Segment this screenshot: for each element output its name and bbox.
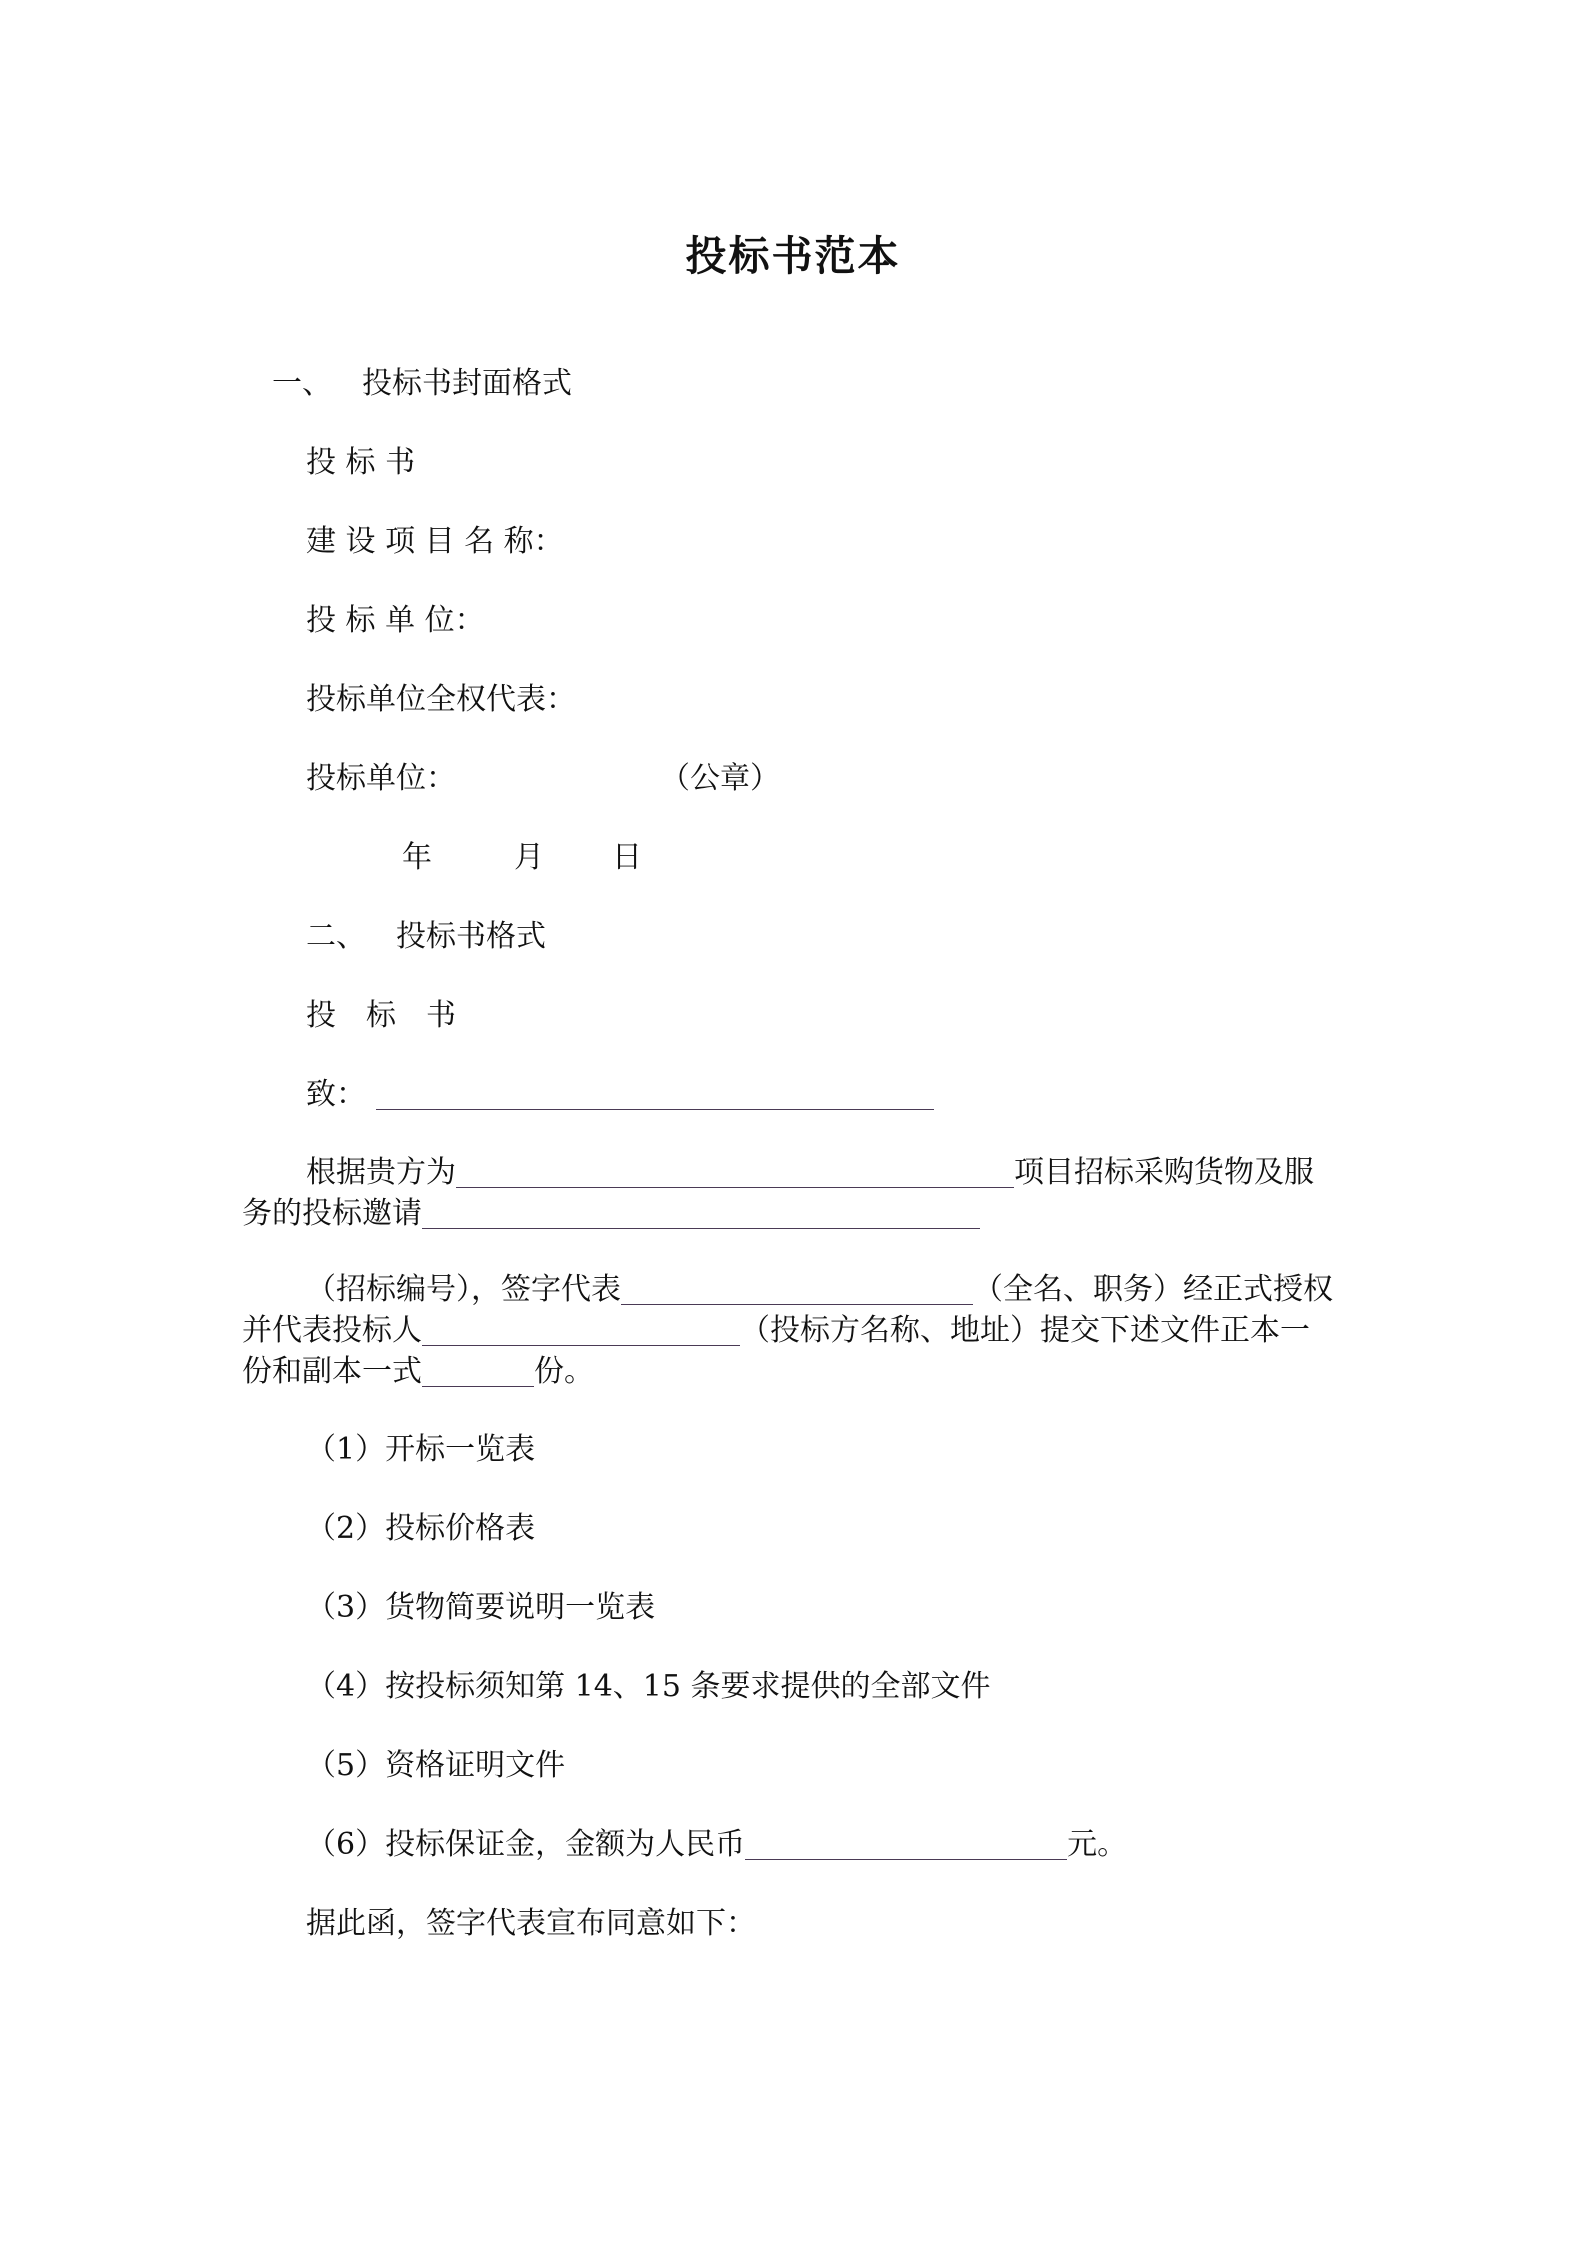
invitation-line-1 <box>306 1153 1314 1193</box>
copies-blank[interactable] <box>422 1356 534 1387</box>
invitation-text-start: 根据贵方为 <box>306 1155 456 1190</box>
closing-statement: 据此函，签字代表宣布同意如下： <box>306 1906 756 1941</box>
list-item-number: （5） <box>306 1748 386 1783</box>
list-item-text: 开标一览表 <box>385 1432 536 1467</box>
deposit-unit-text: 元。 <box>1067 1827 1128 1862</box>
project-name-label: 建 设 项 目 名 称： <box>306 524 564 559</box>
list-item-number: （6） <box>306 1827 386 1862</box>
submission-text-end: 份。 <box>534 1354 594 1389</box>
addressee-label: 致： <box>306 1077 366 1112</box>
bidding-unit-seal-row <box>306 759 780 799</box>
submission-text-start: （招标编号），签字代表 <box>306 1272 621 1307</box>
submission-text-line2: 并代表投标人 <box>242 1313 422 1348</box>
list-item-text: 资格证明文件 <box>385 1748 566 1783</box>
list-item-number: （4） <box>306 1669 386 1704</box>
list-item-text: 投标价格表 <box>385 1511 536 1546</box>
list-item <box>306 1588 655 1628</box>
section2-heading-number: 二、 <box>306 919 366 954</box>
date-year: 年 <box>402 840 432 875</box>
section1-heading-number: 一、 <box>272 366 332 401</box>
invitation-text-line2: 务的投标邀请 <box>242 1196 422 1231</box>
bidding-unit-seal-label: 投标单位： <box>306 761 456 796</box>
list-item <box>306 1746 565 1786</box>
deposit-amount-blank[interactable] <box>745 1829 1067 1860</box>
date-day: 日 <box>612 840 642 875</box>
list-item-number: （3） <box>306 1590 386 1625</box>
date-month: 月 <box>514 840 544 875</box>
date-row <box>402 838 642 878</box>
invitation-blank[interactable] <box>422 1198 980 1229</box>
section2-heading-text: 投标书格式 <box>396 919 546 954</box>
list-item <box>306 1430 535 1470</box>
list-item-text: 货物简要说明一览表 <box>385 1590 656 1625</box>
cover-title: 投 标 书 <box>306 445 416 480</box>
list-item <box>306 1509 535 1549</box>
invitation-line-2 <box>242 1194 980 1234</box>
addressee-blank[interactable] <box>376 1079 934 1110</box>
signatory-blank[interactable] <box>621 1274 973 1305</box>
submission-text-mid1: （全名、职务）经正式授权 <box>973 1272 1333 1307</box>
submission-text-line3: 份和副本一式 <box>242 1354 422 1389</box>
authorized-representative-label: 投标单位全权代表： <box>306 682 576 717</box>
list-item-text: 按投标须知第 14、15 条要求提供的全部文件 <box>385 1669 991 1704</box>
submission-line-1 <box>306 1270 1333 1310</box>
invitation-text-mid: 项目招标采购货物及服 <box>1014 1155 1314 1190</box>
submission-text-mid2: （投标方名称、地址）提交下述文件正本一 <box>740 1313 1310 1348</box>
form-title: 投 标 书 <box>306 998 456 1033</box>
section1-heading-text: 投标书封面格式 <box>362 366 572 401</box>
list-item-text: 投标保证金，金额为人民币 <box>385 1827 746 1862</box>
project-blank[interactable] <box>456 1157 1014 1188</box>
list-item-number: （2） <box>306 1511 386 1546</box>
list-item-number: （1） <box>306 1432 386 1467</box>
addressee-row <box>306 1075 934 1115</box>
submission-line-3 <box>242 1352 594 1392</box>
official-seal-text: （公章） <box>660 761 780 796</box>
list-item <box>306 1667 991 1707</box>
submission-line-2 <box>242 1311 1310 1351</box>
bidding-unit-label: 投 标 单 位： <box>306 603 485 638</box>
document-title: 投标书范本 <box>685 232 901 280</box>
section1-heading <box>272 364 572 404</box>
list-item <box>306 1825 1127 1865</box>
section2-heading <box>306 917 546 957</box>
bidder-blank[interactable] <box>422 1315 740 1346</box>
